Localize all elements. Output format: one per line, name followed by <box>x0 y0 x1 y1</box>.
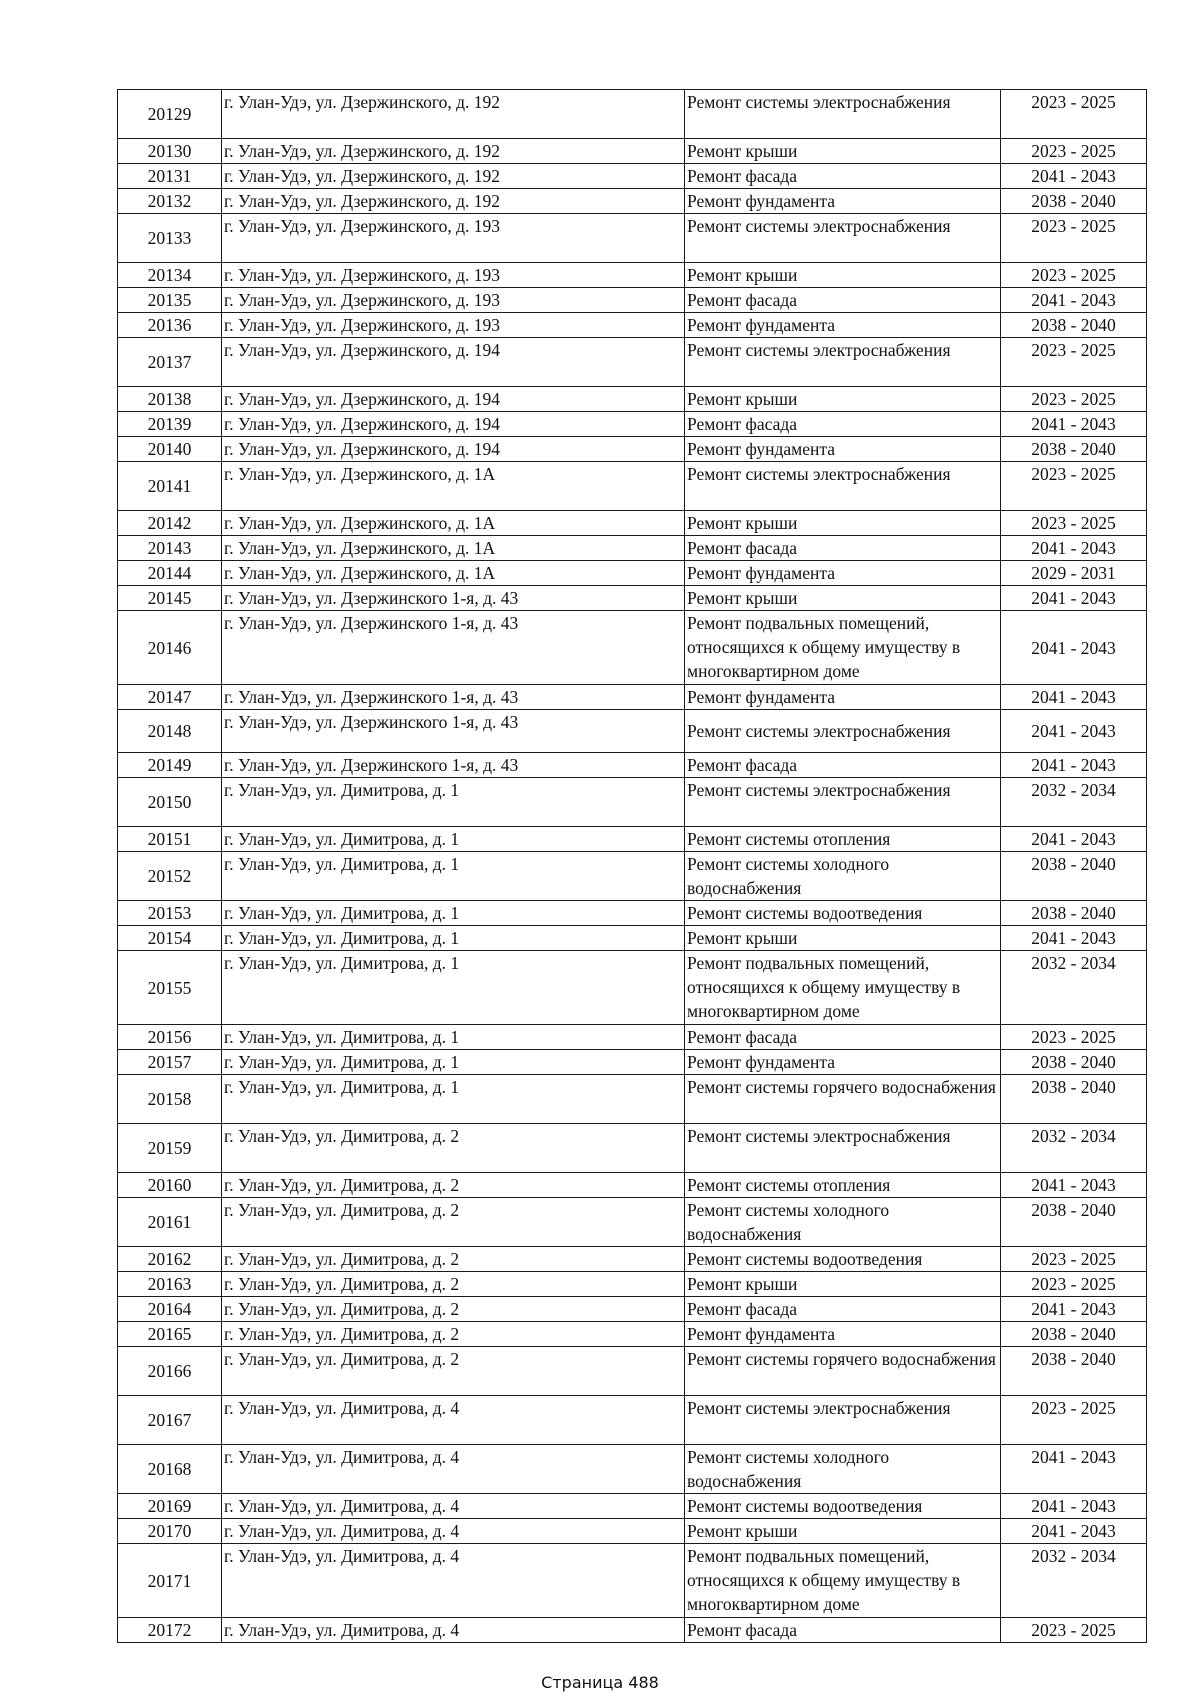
row-period: 2041 - 2043 <box>1001 586 1147 611</box>
row-work-type: Ремонт крыши <box>685 926 1001 951</box>
row-number: 20139 <box>118 412 222 437</box>
row-period: 2041 - 2043 <box>1001 536 1147 561</box>
row-period: 2023 - 2025 <box>1001 462 1147 511</box>
row-work-type: Ремонт системы водоотведения <box>685 901 1001 926</box>
row-address: г. Улан-Удэ, ул. Дзержинского, д. 193 <box>222 263 685 288</box>
row-work-type: Ремонт системы электроснабжения <box>685 1124 1001 1173</box>
row-work-type: Ремонт крыши <box>685 511 1001 536</box>
table-row <box>118 951 1147 1025</box>
row-address: г. Улан-Удэ, ул. Димитрова, д. 4 <box>222 1519 685 1544</box>
row-number: 20162 <box>118 1247 222 1272</box>
row-address: г. Улан-Удэ, ул. Дзержинского, д. 193 <box>222 214 685 263</box>
row-number: 20151 <box>118 827 222 852</box>
table-row <box>118 1297 1147 1322</box>
row-number: 20155 <box>118 951 222 1025</box>
row-work-type: Ремонт системы холодного водоснабжения <box>685 852 1001 901</box>
row-address: г. Улан-Удэ, ул. Дзержинского, д. 1А <box>222 536 685 561</box>
row-number: 20140 <box>118 437 222 462</box>
row-period: 2023 - 2025 <box>1001 1247 1147 1272</box>
row-period: 2038 - 2040 <box>1001 1347 1147 1396</box>
row-period: 2041 - 2043 <box>1001 827 1147 852</box>
row-address: г. Улан-Удэ, ул. Дзержинского, д. 1А <box>222 462 685 511</box>
row-work-type: Ремонт фасада <box>685 164 1001 189</box>
row-number: 20136 <box>118 313 222 338</box>
row-number: 20143 <box>118 536 222 561</box>
row-address: г. Улан-Удэ, ул. Дзержинского, д. 193 <box>222 288 685 313</box>
row-number: 20135 <box>118 288 222 313</box>
row-period: 2023 - 2025 <box>1001 1396 1147 1445</box>
row-period: 2038 - 2040 <box>1001 437 1147 462</box>
row-work-type: Ремонт фундамента <box>685 1050 1001 1075</box>
row-period: 2032 - 2034 <box>1001 951 1147 1025</box>
row-period: 2038 - 2040 <box>1001 1050 1147 1075</box>
row-address: г. Улан-Удэ, ул. Димитрова, д. 2 <box>222 1322 685 1347</box>
table-row <box>118 1396 1147 1445</box>
row-period: 2038 - 2040 <box>1001 1075 1147 1124</box>
table-row <box>118 1347 1147 1396</box>
row-period: 2023 - 2025 <box>1001 139 1147 164</box>
table-row <box>118 437 1147 462</box>
row-number: 20163 <box>118 1272 222 1297</box>
row-number: 20170 <box>118 1519 222 1544</box>
row-number: 20160 <box>118 1173 222 1198</box>
row-number: 20159 <box>118 1124 222 1173</box>
row-work-type: Ремонт системы электроснабжения <box>685 338 1001 387</box>
row-period: 2023 - 2025 <box>1001 338 1147 387</box>
page-number: Страница 488 <box>541 1673 659 1692</box>
row-period: 2038 - 2040 <box>1001 901 1147 926</box>
row-number: 20131 <box>118 164 222 189</box>
row-number: 20144 <box>118 561 222 586</box>
table-row <box>118 1198 1147 1247</box>
row-address: г. Улан-Удэ, ул. Димитрова, д. 1 <box>222 827 685 852</box>
row-work-type: Ремонт системы электроснабжения <box>685 710 1001 753</box>
row-work-type: Ремонт системы отопления <box>685 1173 1001 1198</box>
table-row <box>118 1124 1147 1173</box>
row-work-type: Ремонт системы горячего водоснабжения <box>685 1347 1001 1396</box>
row-address: г. Улан-Удэ, ул. Дзержинского, д. 1А <box>222 511 685 536</box>
row-number: 20134 <box>118 263 222 288</box>
row-period: 2041 - 2043 <box>1001 611 1147 685</box>
row-number: 20138 <box>118 387 222 412</box>
table-row <box>118 1544 1147 1618</box>
row-work-type: Ремонт фасада <box>685 536 1001 561</box>
row-number: 20165 <box>118 1322 222 1347</box>
row-period: 2029 - 2031 <box>1001 561 1147 586</box>
row-period: 2041 - 2043 <box>1001 412 1147 437</box>
row-number: 20142 <box>118 511 222 536</box>
row-number: 20167 <box>118 1396 222 1445</box>
table-row <box>118 536 1147 561</box>
table-row <box>118 561 1147 586</box>
row-period: 2041 - 2043 <box>1001 1445 1147 1494</box>
row-address: г. Улан-Удэ, ул. Димитрова, д. 1 <box>222 778 685 827</box>
table-row <box>118 462 1147 511</box>
row-number: 20161 <box>118 1198 222 1247</box>
row-number: 20152 <box>118 852 222 901</box>
row-number: 20137 <box>118 338 222 387</box>
row-number: 20169 <box>118 1494 222 1519</box>
row-address: г. Улан-Удэ, ул. Димитрова, д. 1 <box>222 951 685 1025</box>
row-address: г. Улан-Удэ, ул. Дзержинского, д. 194 <box>222 412 685 437</box>
row-period: 2032 - 2034 <box>1001 1544 1147 1618</box>
row-address: г. Улан-Удэ, ул. Димитрова, д. 1 <box>222 926 685 951</box>
row-work-type: Ремонт фасада <box>685 1025 1001 1050</box>
row-number: 20129 <box>118 90 222 139</box>
table-row <box>118 1519 1147 1544</box>
row-work-type: Ремонт крыши <box>685 1272 1001 1297</box>
row-period: 2023 - 2025 <box>1001 511 1147 536</box>
row-period: 2038 - 2040 <box>1001 189 1147 214</box>
row-period: 2038 - 2040 <box>1001 313 1147 338</box>
row-address: г. Улан-Удэ, ул. Димитрова, д. 4 <box>222 1445 685 1494</box>
table-row <box>118 263 1147 288</box>
row-period: 2038 - 2040 <box>1001 1198 1147 1247</box>
row-work-type: Ремонт системы водоотведения <box>685 1494 1001 1519</box>
row-work-type: Ремонт системы водоотведения <box>685 1247 1001 1272</box>
row-number: 20164 <box>118 1297 222 1322</box>
row-period: 2032 - 2034 <box>1001 1124 1147 1173</box>
row-number: 20147 <box>118 685 222 710</box>
row-number: 20153 <box>118 901 222 926</box>
row-address: г. Улан-Удэ, ул. Димитрова, д. 4 <box>222 1618 685 1643</box>
row-address: г. Улан-Удэ, ул. Димитрова, д. 1 <box>222 901 685 926</box>
table-row <box>118 1247 1147 1272</box>
table-row <box>118 1025 1147 1050</box>
table-row <box>118 926 1147 951</box>
row-address: г. Улан-Удэ, ул. Димитрова, д. 2 <box>222 1272 685 1297</box>
row-address: г. Улан-Удэ, ул. Димитрова, д. 2 <box>222 1173 685 1198</box>
row-number: 20130 <box>118 139 222 164</box>
row-address: г. Улан-Удэ, ул. Димитрова, д. 2 <box>222 1124 685 1173</box>
row-period: 2038 - 2040 <box>1001 1322 1147 1347</box>
table-row <box>118 313 1147 338</box>
table-row <box>118 164 1147 189</box>
row-address: г. Улан-Удэ, ул. Димитрова, д. 2 <box>222 1347 685 1396</box>
table-row <box>118 139 1147 164</box>
row-period: 2032 - 2034 <box>1001 778 1147 827</box>
repair-schedule-table <box>117 89 1147 1643</box>
table-row <box>118 586 1147 611</box>
row-period: 2041 - 2043 <box>1001 1494 1147 1519</box>
row-work-type: Ремонт подвальных помещений, относящихся к общему имуществу в многоквартирном доме <box>685 611 1001 685</box>
table-row <box>118 511 1147 536</box>
row-address: г. Улан-Удэ, ул. Дзержинского, д. 194 <box>222 437 685 462</box>
row-number: 20141 <box>118 462 222 511</box>
row-address: г. Улан-Удэ, ул. Дзержинского, д. 194 <box>222 338 685 387</box>
row-address: г. Улан-Удэ, ул. Дзержинского, д. 192 <box>222 139 685 164</box>
row-address: г. Улан-Удэ, ул. Димитрова, д. 2 <box>222 1297 685 1322</box>
table-row <box>118 827 1147 852</box>
row-period: 2038 - 2040 <box>1001 852 1147 901</box>
row-address: г. Улан-Удэ, ул. Дзержинского, д. 194 <box>222 387 685 412</box>
table-row <box>118 1322 1147 1347</box>
row-work-type: Ремонт фундамента <box>685 561 1001 586</box>
row-number: 20171 <box>118 1544 222 1618</box>
table-row <box>118 412 1147 437</box>
row-address: г. Улан-Удэ, ул. Дзержинского 1-я, д. 43 <box>222 586 685 611</box>
row-period: 2023 - 2025 <box>1001 1272 1147 1297</box>
row-address: г. Улан-Удэ, ул. Дзержинского, д. 192 <box>222 164 685 189</box>
row-address: г. Улан-Удэ, ул. Дзержинского 1-я, д. 43 <box>222 753 685 778</box>
table-row <box>118 1618 1147 1643</box>
table-row <box>118 1050 1147 1075</box>
table-row <box>118 214 1147 263</box>
row-address: г. Улан-Удэ, ул. Димитрова, д. 1 <box>222 1050 685 1075</box>
table-row <box>118 1075 1147 1124</box>
row-work-type: Ремонт фасада <box>685 753 1001 778</box>
table-row <box>118 1494 1147 1519</box>
table-row <box>118 90 1147 139</box>
row-period: 2023 - 2025 <box>1001 263 1147 288</box>
row-period: 2041 - 2043 <box>1001 926 1147 951</box>
row-number: 20156 <box>118 1025 222 1050</box>
row-work-type: Ремонт фасада <box>685 288 1001 313</box>
table-row <box>118 710 1147 753</box>
table-row <box>118 685 1147 710</box>
row-address: г. Улан-Удэ, ул. Димитрова, д. 2 <box>222 1247 685 1272</box>
row-work-type: Ремонт крыши <box>685 1519 1001 1544</box>
row-work-type: Ремонт системы электроснабжения <box>685 462 1001 511</box>
row-address: г. Улан-Удэ, ул. Димитрова, д. 4 <box>222 1544 685 1618</box>
row-address: г. Улан-Удэ, ул. Дзержинского 1-я, д. 43 <box>222 710 685 753</box>
table-row <box>118 1272 1147 1297</box>
row-work-type: Ремонт крыши <box>685 263 1001 288</box>
row-work-type: Ремонт фундамента <box>685 313 1001 338</box>
row-number: 20158 <box>118 1075 222 1124</box>
row-period: 2023 - 2025 <box>1001 90 1147 139</box>
row-period: 2041 - 2043 <box>1001 1519 1147 1544</box>
table-row <box>118 778 1147 827</box>
row-work-type: Ремонт фасада <box>685 1618 1001 1643</box>
row-work-type: Ремонт крыши <box>685 586 1001 611</box>
row-number: 20145 <box>118 586 222 611</box>
row-period: 2041 - 2043 <box>1001 164 1147 189</box>
table-row <box>118 288 1147 313</box>
row-work-type: Ремонт подвальных помещений, относящихся к общему имуществу в многоквартирном доме <box>685 951 1001 1025</box>
row-work-type: Ремонт крыши <box>685 387 1001 412</box>
row-period: 2041 - 2043 <box>1001 288 1147 313</box>
row-period: 2041 - 2043 <box>1001 1297 1147 1322</box>
row-work-type: Ремонт фундамента <box>685 1322 1001 1347</box>
row-number: 20149 <box>118 753 222 778</box>
row-address: г. Улан-Удэ, ул. Димитрова, д. 2 <box>222 1198 685 1247</box>
row-period: 2023 - 2025 <box>1001 1618 1147 1643</box>
table-body <box>118 90 1147 1643</box>
table-row <box>118 189 1147 214</box>
row-number: 20154 <box>118 926 222 951</box>
row-work-type: Ремонт системы холодного водоснабжения <box>685 1445 1001 1494</box>
row-work-type: Ремонт системы горячего водоснабжения <box>685 1075 1001 1124</box>
table-row <box>118 753 1147 778</box>
row-number: 20157 <box>118 1050 222 1075</box>
table-row <box>118 901 1147 926</box>
row-number: 20148 <box>118 710 222 753</box>
row-number: 20166 <box>118 1347 222 1396</box>
row-work-type: Ремонт системы электроснабжения <box>685 778 1001 827</box>
row-address: г. Улан-Удэ, ул. Димитрова, д. 1 <box>222 1075 685 1124</box>
row-address: г. Улан-Удэ, ул. Дзержинского, д. 193 <box>222 313 685 338</box>
row-period: 2023 - 2025 <box>1001 214 1147 263</box>
row-address: г. Улан-Удэ, ул. Димитрова, д. 1 <box>222 1025 685 1050</box>
row-address: г. Улан-Удэ, ул. Димитрова, д. 1 <box>222 852 685 901</box>
row-address: г. Улан-Удэ, ул. Дзержинского, д. 192 <box>222 90 685 139</box>
row-work-type: Ремонт системы холодного водоснабжения <box>685 1198 1001 1247</box>
row-address: г. Улан-Удэ, ул. Димитрова, д. 4 <box>222 1396 685 1445</box>
row-number: 20132 <box>118 189 222 214</box>
table-row <box>118 1173 1147 1198</box>
row-number: 20146 <box>118 611 222 685</box>
row-period: 2041 - 2043 <box>1001 710 1147 753</box>
row-work-type: Ремонт подвальных помещений, относящихся к общему имуществу в многоквартирном доме <box>685 1544 1001 1618</box>
row-work-type: Ремонт фундамента <box>685 685 1001 710</box>
table-row <box>118 1445 1147 1494</box>
row-work-type: Ремонт системы электроснабжения <box>685 90 1001 139</box>
row-work-type: Ремонт фасада <box>685 1297 1001 1322</box>
row-number: 20168 <box>118 1445 222 1494</box>
row-work-type: Ремонт системы отопления <box>685 827 1001 852</box>
row-address: г. Улан-Удэ, ул. Димитрова, д. 4 <box>222 1494 685 1519</box>
row-period: 2041 - 2043 <box>1001 1173 1147 1198</box>
row-work-type: Ремонт системы электроснабжения <box>685 214 1001 263</box>
row-work-type: Ремонт системы электроснабжения <box>685 1396 1001 1445</box>
row-work-type: Ремонт крыши <box>685 139 1001 164</box>
table-row <box>118 338 1147 387</box>
row-period: 2023 - 2025 <box>1001 387 1147 412</box>
row-address: г. Улан-Удэ, ул. Дзержинского 1-я, д. 43 <box>222 685 685 710</box>
row-number: 20150 <box>118 778 222 827</box>
row-address: г. Улан-Удэ, ул. Дзержинского, д. 192 <box>222 189 685 214</box>
row-period: 2023 - 2025 <box>1001 1025 1147 1050</box>
table-row <box>118 611 1147 685</box>
row-work-type: Ремонт фундамента <box>685 437 1001 462</box>
row-work-type: Ремонт фундамента <box>685 189 1001 214</box>
row-work-type: Ремонт фасада <box>685 412 1001 437</box>
row-address: г. Улан-Удэ, ул. Дзержинского 1-я, д. 43 <box>222 611 685 685</box>
row-number: 20133 <box>118 214 222 263</box>
row-address: г. Улан-Удэ, ул. Дзержинского, д. 1А <box>222 561 685 586</box>
row-period: 2041 - 2043 <box>1001 753 1147 778</box>
row-number: 20172 <box>118 1618 222 1643</box>
row-period: 2041 - 2043 <box>1001 685 1147 710</box>
table-row <box>118 852 1147 901</box>
table-row <box>118 387 1147 412</box>
